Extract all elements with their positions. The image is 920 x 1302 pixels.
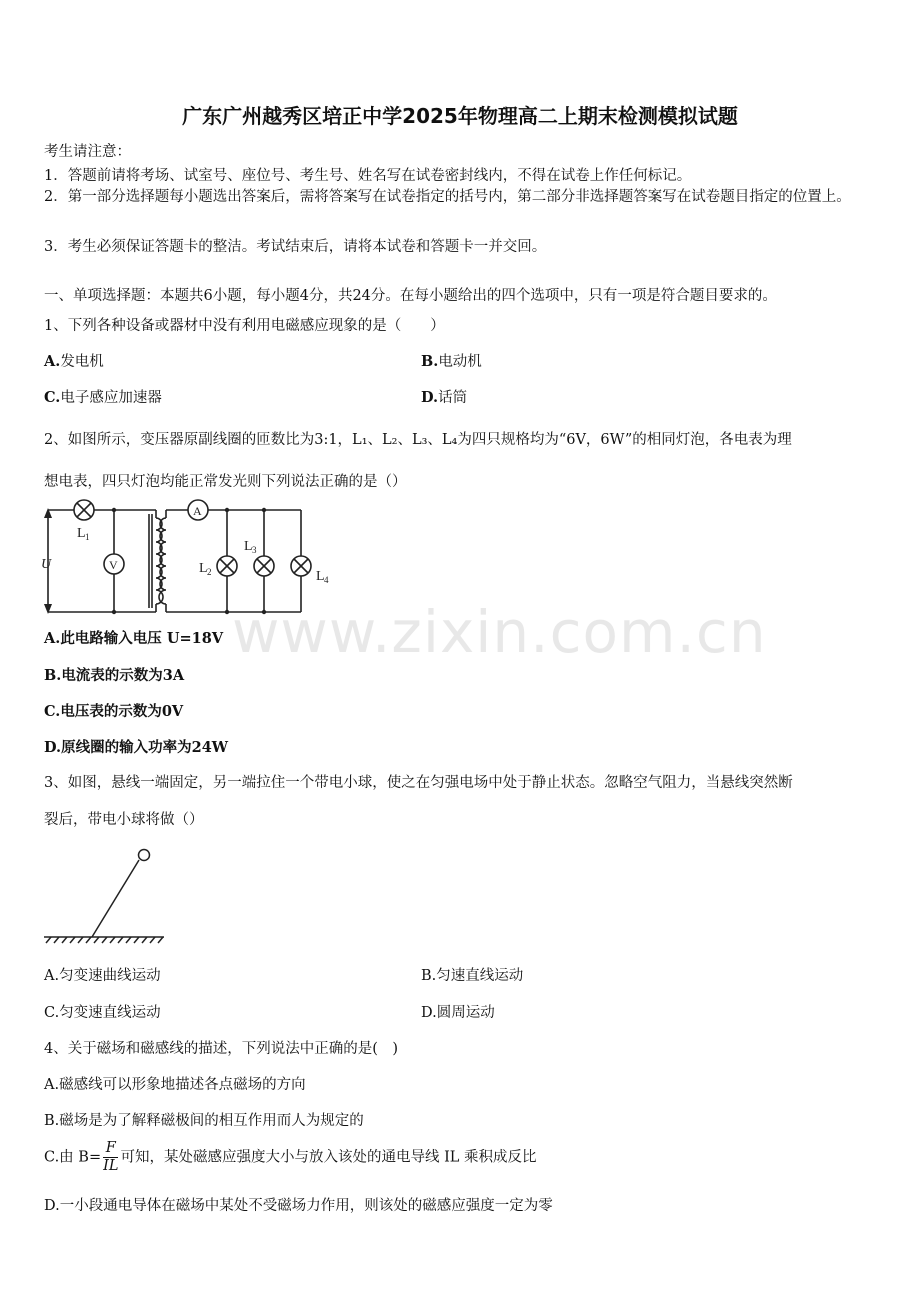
label-u: U: [41, 557, 52, 572]
q1-option-b[interactable]: B.电动机: [421, 353, 482, 370]
notice-item-1: 1．答题前请将考场、试室号、座位号、考生号、姓名写在试卷密封线内，不得在试卷上作任何标记。: [44, 168, 692, 184]
label-l2-sub: 2: [207, 567, 212, 577]
watermark: www.zixin.com.cn: [232, 598, 767, 666]
q3-option-b[interactable]: B.匀速直线运动: [421, 968, 524, 984]
q2-option-b[interactable]: B.电流表的示数为3A: [44, 667, 185, 684]
label-ammeter: A: [193, 504, 202, 518]
notice-item-2: 2．第一部分选择题每小题选出答案后，需将答案写在试卷指定的括号内，第二部分非选择题答案写在试卷题目指定的位置上。: [44, 189, 851, 205]
q2-option-d[interactable]: D.原线圈的输入功率为24W: [44, 739, 229, 756]
label-l4: L: [316, 569, 325, 584]
q3-option-a[interactable]: A.匀变速曲线运动: [44, 968, 161, 984]
label-l3: L: [244, 539, 253, 554]
label-l1: L: [77, 526, 86, 541]
notice-item-3: 3．考生必须保证答题卡的整洁。考试结束后，请将本试卷和答题卡一并交回。: [44, 239, 547, 255]
label-voltmeter: V: [109, 558, 118, 572]
q4-option-c[interactable]: C.由 B= $\frac{F}{IL}$ 可知，某处磁感应强度大小与放入该处的通电导线 IL 乘积成反比: [44, 1140, 537, 1174]
q3-option-c[interactable]: C.匀变速直线运动: [44, 1005, 161, 1021]
question-1-stem: 1、下列各种设备或器材中没有利用电磁感应现象的是（ ）: [44, 318, 445, 334]
q1-option-d[interactable]: D.话筒: [421, 389, 468, 406]
q1-option-a[interactable]: A.发电机: [44, 353, 104, 370]
question-2-stem-line2: 想电表，四只灯泡均能正常发光则下列说法正确的是（）: [44, 474, 407, 490]
q4-option-d[interactable]: D.一小段通电导体在磁场中某处不受磁场力作用，则该处的磁感应强度一定为零: [44, 1198, 553, 1214]
q2-option-c[interactable]: C.电压表的示数为0V: [44, 703, 184, 720]
label-l2: L: [199, 561, 208, 576]
q1-option-c[interactable]: C.电子感应加速器: [44, 389, 162, 406]
label-l1-sub: 1: [85, 532, 90, 542]
label-l3-sub: 3: [252, 545, 257, 555]
notice-heading: 考生请注意：: [44, 144, 131, 160]
question-3-stem-line2: 裂后，带电小球将做（）: [44, 812, 204, 828]
question-3-stem-line1: 3、如图，悬线一端固定，另一端拉住一个带电小球，使之在匀强电场中处于静止状态。忽略空气阻力，当悬线突然断: [44, 775, 793, 791]
question-2-stem-line1: 2、如图所示，变压器原副线圈的匝数比为3:1，L₁、L₂、L₃、L₄为四只规格均为“6V，6W”的相同灯泡，各电表为理: [44, 432, 792, 448]
q2-option-a[interactable]: A.此电路输入电压 U=18V: [44, 630, 224, 647]
formula-fraction: $\frac{F}{IL}$: [103, 1140, 119, 1174]
q4-option-a[interactable]: A.磁感线可以形象地描述各点磁场的方向: [44, 1077, 306, 1093]
page-title: 广东广州越秀区培正中学2025年物理高二上期末检测模拟试题: [182, 104, 738, 128]
pendulum-figure: [42, 845, 172, 947]
q3-option-d[interactable]: D.圆周运动: [421, 1005, 495, 1021]
label-l4-sub: 4: [324, 575, 329, 585]
q4-option-b[interactable]: B.磁场是为了解释磁极间的相互作用而人为规定的: [44, 1113, 364, 1129]
section-heading: 一、单项选择题：本题共6小题，每小题4分，共24分。在每小题给出的四个选项中，只有一项是符合题目要求的。: [44, 288, 777, 304]
question-4-stem: 4、关于磁场和磁感线的描述，下列说法中正确的是( ): [44, 1041, 399, 1057]
